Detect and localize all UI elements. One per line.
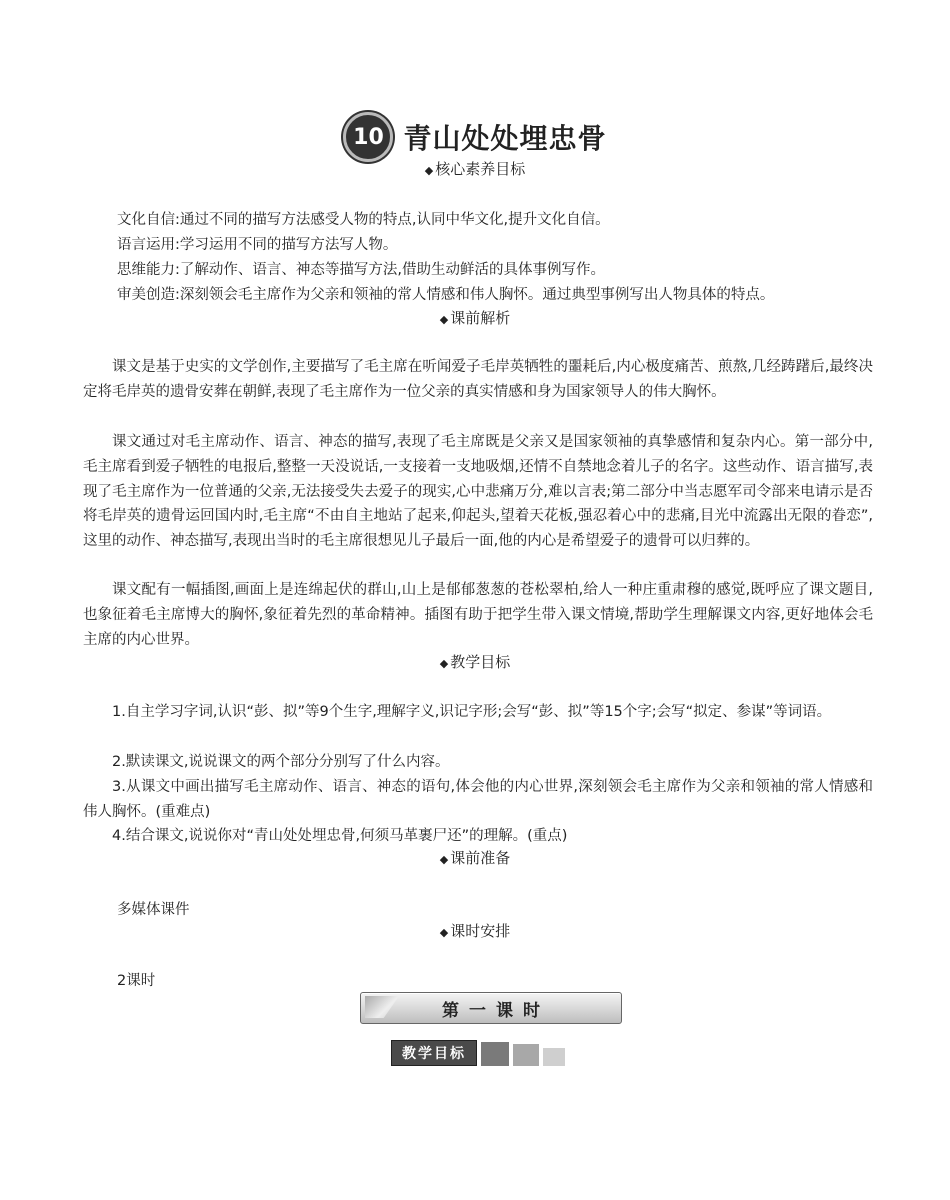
teaching-goal-tab-label: 教学目标 bbox=[391, 1040, 477, 1066]
core-goal-item: 文化自信:通过不同的描写方法感受人物的特点,认同中华文化,提升文化自信。 bbox=[117, 212, 610, 228]
tab-decoration-square bbox=[513, 1044, 539, 1066]
section-title: 教学目标 bbox=[450, 653, 511, 671]
teaching-goal-item: 2.默读课文,说说课文的两个部分分别写了什么内容。 bbox=[112, 754, 450, 770]
lesson-title: 青山处处埋忠骨 bbox=[403, 122, 607, 155]
first-lesson-banner-label: 第一课时 bbox=[442, 1000, 550, 1021]
diamond-icon: ◆ bbox=[439, 926, 449, 939]
analysis-paragraph: 课文通过对毛主席动作、语言、神态的描写,表现了毛主席既是父亲又是国家领袖的真挚感情和复杂内心。第一部分中,毛主席看到爱子牺牲的电报后,整整一天没说话,一支接着一支地吸烟,还情不自禁地念着儿子的名字。这些动作、语言描写,表现了毛主席作为一位普通的父亲,无法接受失去爱子的现实,心中悲痛万分,难以言表;第二部分中当志愿军司令部来电请示是否将毛岸英的遗骨运回国内时,毛主席“不由自主地站了起来,仰起头,望着天花板,强忍着心中的悲痛,目光中流露出无限的眷恋”,这里的动作、神态描写,表现出当时的毛主席很想见儿子最后一面,他的内心是希望爱子的遗骨可以归葬的。 bbox=[83, 434, 873, 550]
section-heading-pre-analysis bbox=[0, 307, 950, 328]
analysis-paragraph: 课文配有一幅插图,画面上是连绵起伏的群山,山上是郁郁葱葱的苍松翠柏,给人一种庄重肃穆的感觉,既呼应了课文题目,也象征着毛主席博大的胸怀,象征着先烈的革命精神。插图有助于把学生带入课文情境,帮助学生理解课文内容,更好地体会毛主席的内心世界。 bbox=[83, 582, 873, 648]
section-heading-teaching-goals bbox=[0, 651, 950, 672]
teaching-goal-item: 4.结合课文,说说你对“青山处处埋忠骨,何须马革裹尸还”的理解。(重点) bbox=[112, 828, 568, 844]
section-title: 课前准备 bbox=[450, 849, 511, 867]
core-goal-item: 审美创造:深刻领会毛主席作为父亲和领袖的常人情感和伟人胸怀。通过典型事例写出人物具体的特点。 bbox=[117, 287, 775, 303]
banner-decoration bbox=[365, 996, 399, 1018]
tab-decoration-square bbox=[481, 1042, 509, 1066]
teaching-goal-tab bbox=[391, 1040, 565, 1066]
core-goal-item: 思维能力:了解动作、语言、神态等描写方法,借助生动鲜活的具体事例写作。 bbox=[117, 262, 605, 278]
teaching-goal-item: 3.从课文中画出描写毛主席动作、语言、神态的语句,体会他的内心世界,深刻领会毛主席作为父亲和领袖的常人情感和伟人胸怀。(重难点) bbox=[83, 779, 873, 820]
analysis-paragraph: 课文是基于史实的文学创作,主要描写了毛主席在听闻爱子毛岸英牺牲的噩耗后,内心极度痛苦、煎熬,几经踌躇后,最终决定将毛岸英的遗骨安葬在朝鲜,表现了毛主席作为一位父亲的真实情感和身为国家领导人的伟大胸怀。 bbox=[83, 359, 873, 400]
section-heading-pre-prep bbox=[0, 847, 950, 868]
section-title: 课前解析 bbox=[450, 309, 511, 327]
teaching-goal-item: 1.自主学习字词,认识“彭、拟”等9个生字,理解字义,识记字形;会写“彭、拟”等15个字;会写“拟定、参谋”等词语。 bbox=[112, 704, 832, 720]
diamond-icon: ◆ bbox=[439, 853, 449, 866]
diamond-icon: ◆ bbox=[424, 164, 434, 177]
section-title: 核心素养目标 bbox=[435, 160, 526, 178]
lesson-title-row bbox=[0, 112, 950, 162]
section-title: 课时安排 bbox=[450, 922, 511, 940]
tab-decoration-square bbox=[543, 1048, 565, 1066]
lesson-number-badge: 10 bbox=[343, 112, 393, 162]
diamond-icon: ◆ bbox=[439, 313, 449, 326]
schedule-text: 2课时 bbox=[117, 973, 156, 989]
section-heading-schedule bbox=[0, 920, 950, 941]
diamond-icon: ◆ bbox=[439, 657, 449, 670]
prep-text: 多媒体课件 bbox=[117, 902, 190, 918]
first-lesson-banner bbox=[360, 992, 622, 1024]
section-heading-core-goals bbox=[0, 158, 950, 179]
core-goal-item: 语言运用:学习运用不同的描写方法写人物。 bbox=[117, 237, 398, 253]
